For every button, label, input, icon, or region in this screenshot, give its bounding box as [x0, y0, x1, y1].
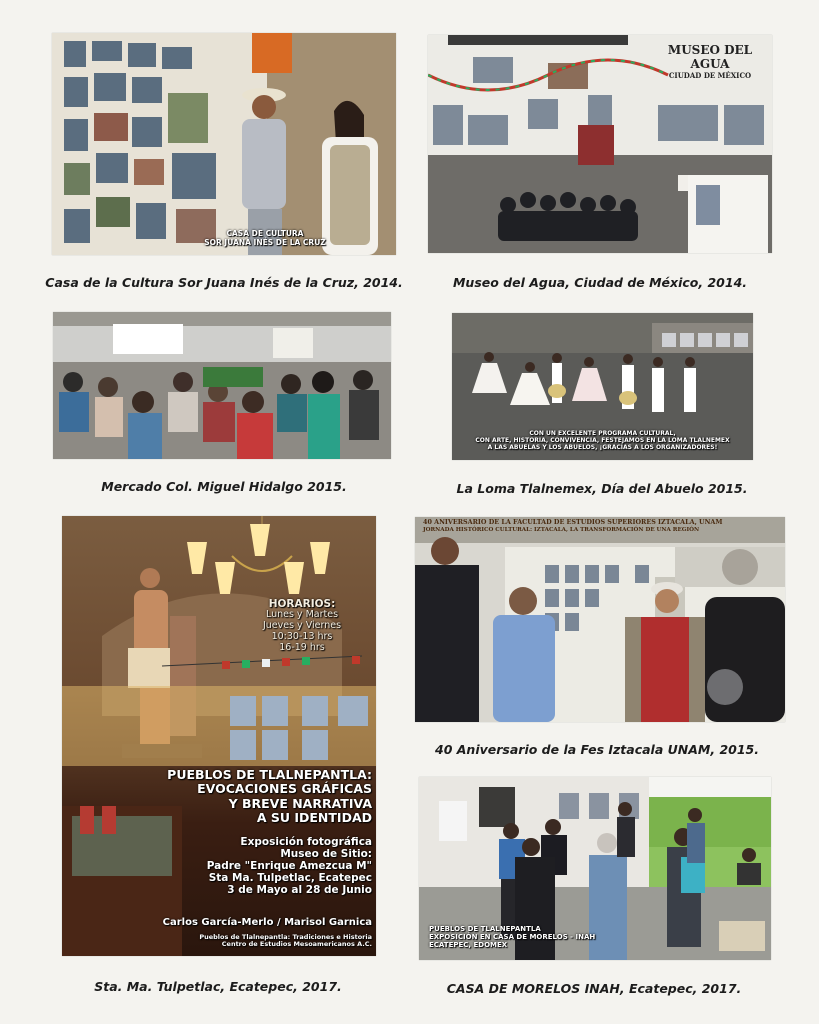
poster-exhibit-details: Exposición fotográfica Museo de Sitio: Padre "Enrique Amezcua M" Sta Ma. Tulpetlac, Ecatepec 3 de Mayo al 28 de Junio — [206, 836, 372, 897]
poster-authors: Carlos García-Merlo / Marisol Garnica — [162, 917, 372, 928]
photo-overlay-caption: PUEBLOS DE TLALNEPANTLA EXPOSICIÓN EN CASA DE MORELOS - INAH ECATEPEC, EDOMEX — [429, 925, 596, 950]
caption-la-loma: La Loma Tlalnemex, Día del Abuelo 2015. — [456, 481, 748, 496]
photo-mercado — [53, 312, 391, 459]
poster-hours-line: Jueves y Viernes — [262, 619, 342, 631]
poster-title: PUEBLOS DE TLALNEPANTLA: EVOCACIONES GRÁFICAS Y BREVE NARRATIVA A SU IDENTIDAD — [167, 767, 372, 826]
caption-museo-del-agua: Museo del Agua, Ciudad de México, 2014. — [452, 275, 748, 290]
photo-poster-tulpetlac — [62, 516, 376, 956]
banner-line: 40 ANIVERSARIO DE LA FACULTAD DE ESTUDIOS SUPERIORES IZTACALA, UNAM — [423, 518, 723, 526]
banner-line: JORNADA HISTÓRICO CULTURAL: IZTACALA, LA TRANSFORMACIÓN DE UNA REGIÓN — [423, 526, 700, 533]
photo-overlay-caption: CASA DE CULTURA SOR JUANA INÉS DE LA CRUZ — [204, 229, 326, 247]
poster-hours-title: HORARIOS: — [268, 598, 336, 610]
poster-hours-line: 10:30-13 hrs — [271, 630, 333, 642]
poster-hours — [238, 598, 366, 654]
scene-market-audience — [53, 312, 391, 459]
caption-fes-iztacala: 40 Aniversario de la Fes Iztacala UNAM, 2015. — [435, 742, 759, 757]
photo-museo-del-agua — [428, 35, 772, 253]
caption-mercado: Mercado Col. Miguel Hidalgo 2015. — [101, 479, 347, 494]
museum-sign-subtitle: CIUDAD DE MÉXICO — [668, 71, 752, 80]
photo-casa-de-morelos — [419, 777, 771, 960]
scene-exhibition-panels — [52, 33, 396, 255]
poster-hours-line: 16-19 hrs — [279, 641, 325, 653]
caption-casa-de-morelos: CASA DE MORELOS INAH, Ecatepec, 2017. — [446, 981, 742, 996]
poster-organization: Pueblos de Tlalnepantla: Tradiciones e Historia Centro de Estudios Mesoamericanos A.C. — [199, 933, 372, 949]
anniversary-banner — [423, 519, 783, 533]
photo-casa-de-cultura — [52, 33, 396, 255]
photo-fes-iztacala — [415, 517, 785, 722]
caption-casa-de-cultura: Casa de la Cultura Sor Juana Inés de la Cruz, 2014. — [45, 275, 403, 290]
photo-overlay-caption: CON UN EXCELENTE PROGRAMA CULTURAL, CON ARTE, HISTORIA, CONVIVENCIA, FESTEJAMOS EN LA LOMA TLALNEMEX A LAS ABUELAS Y LOS ABUELOS, ¡GRACIAS A LOS ORGANIZADORES! — [475, 430, 730, 451]
caption-tulpetlac: Sta. Ma. Tulpetlac, Ecatepec, 2017. — [94, 979, 342, 994]
photo-la-loma — [452, 313, 753, 460]
poster-hours-line: Lunes y Martes — [265, 609, 339, 621]
museum-sign-title: MUSEO DEL AGUA — [667, 43, 753, 71]
scene-anniversary-visit — [415, 517, 785, 722]
museum-sign — [650, 43, 770, 80]
